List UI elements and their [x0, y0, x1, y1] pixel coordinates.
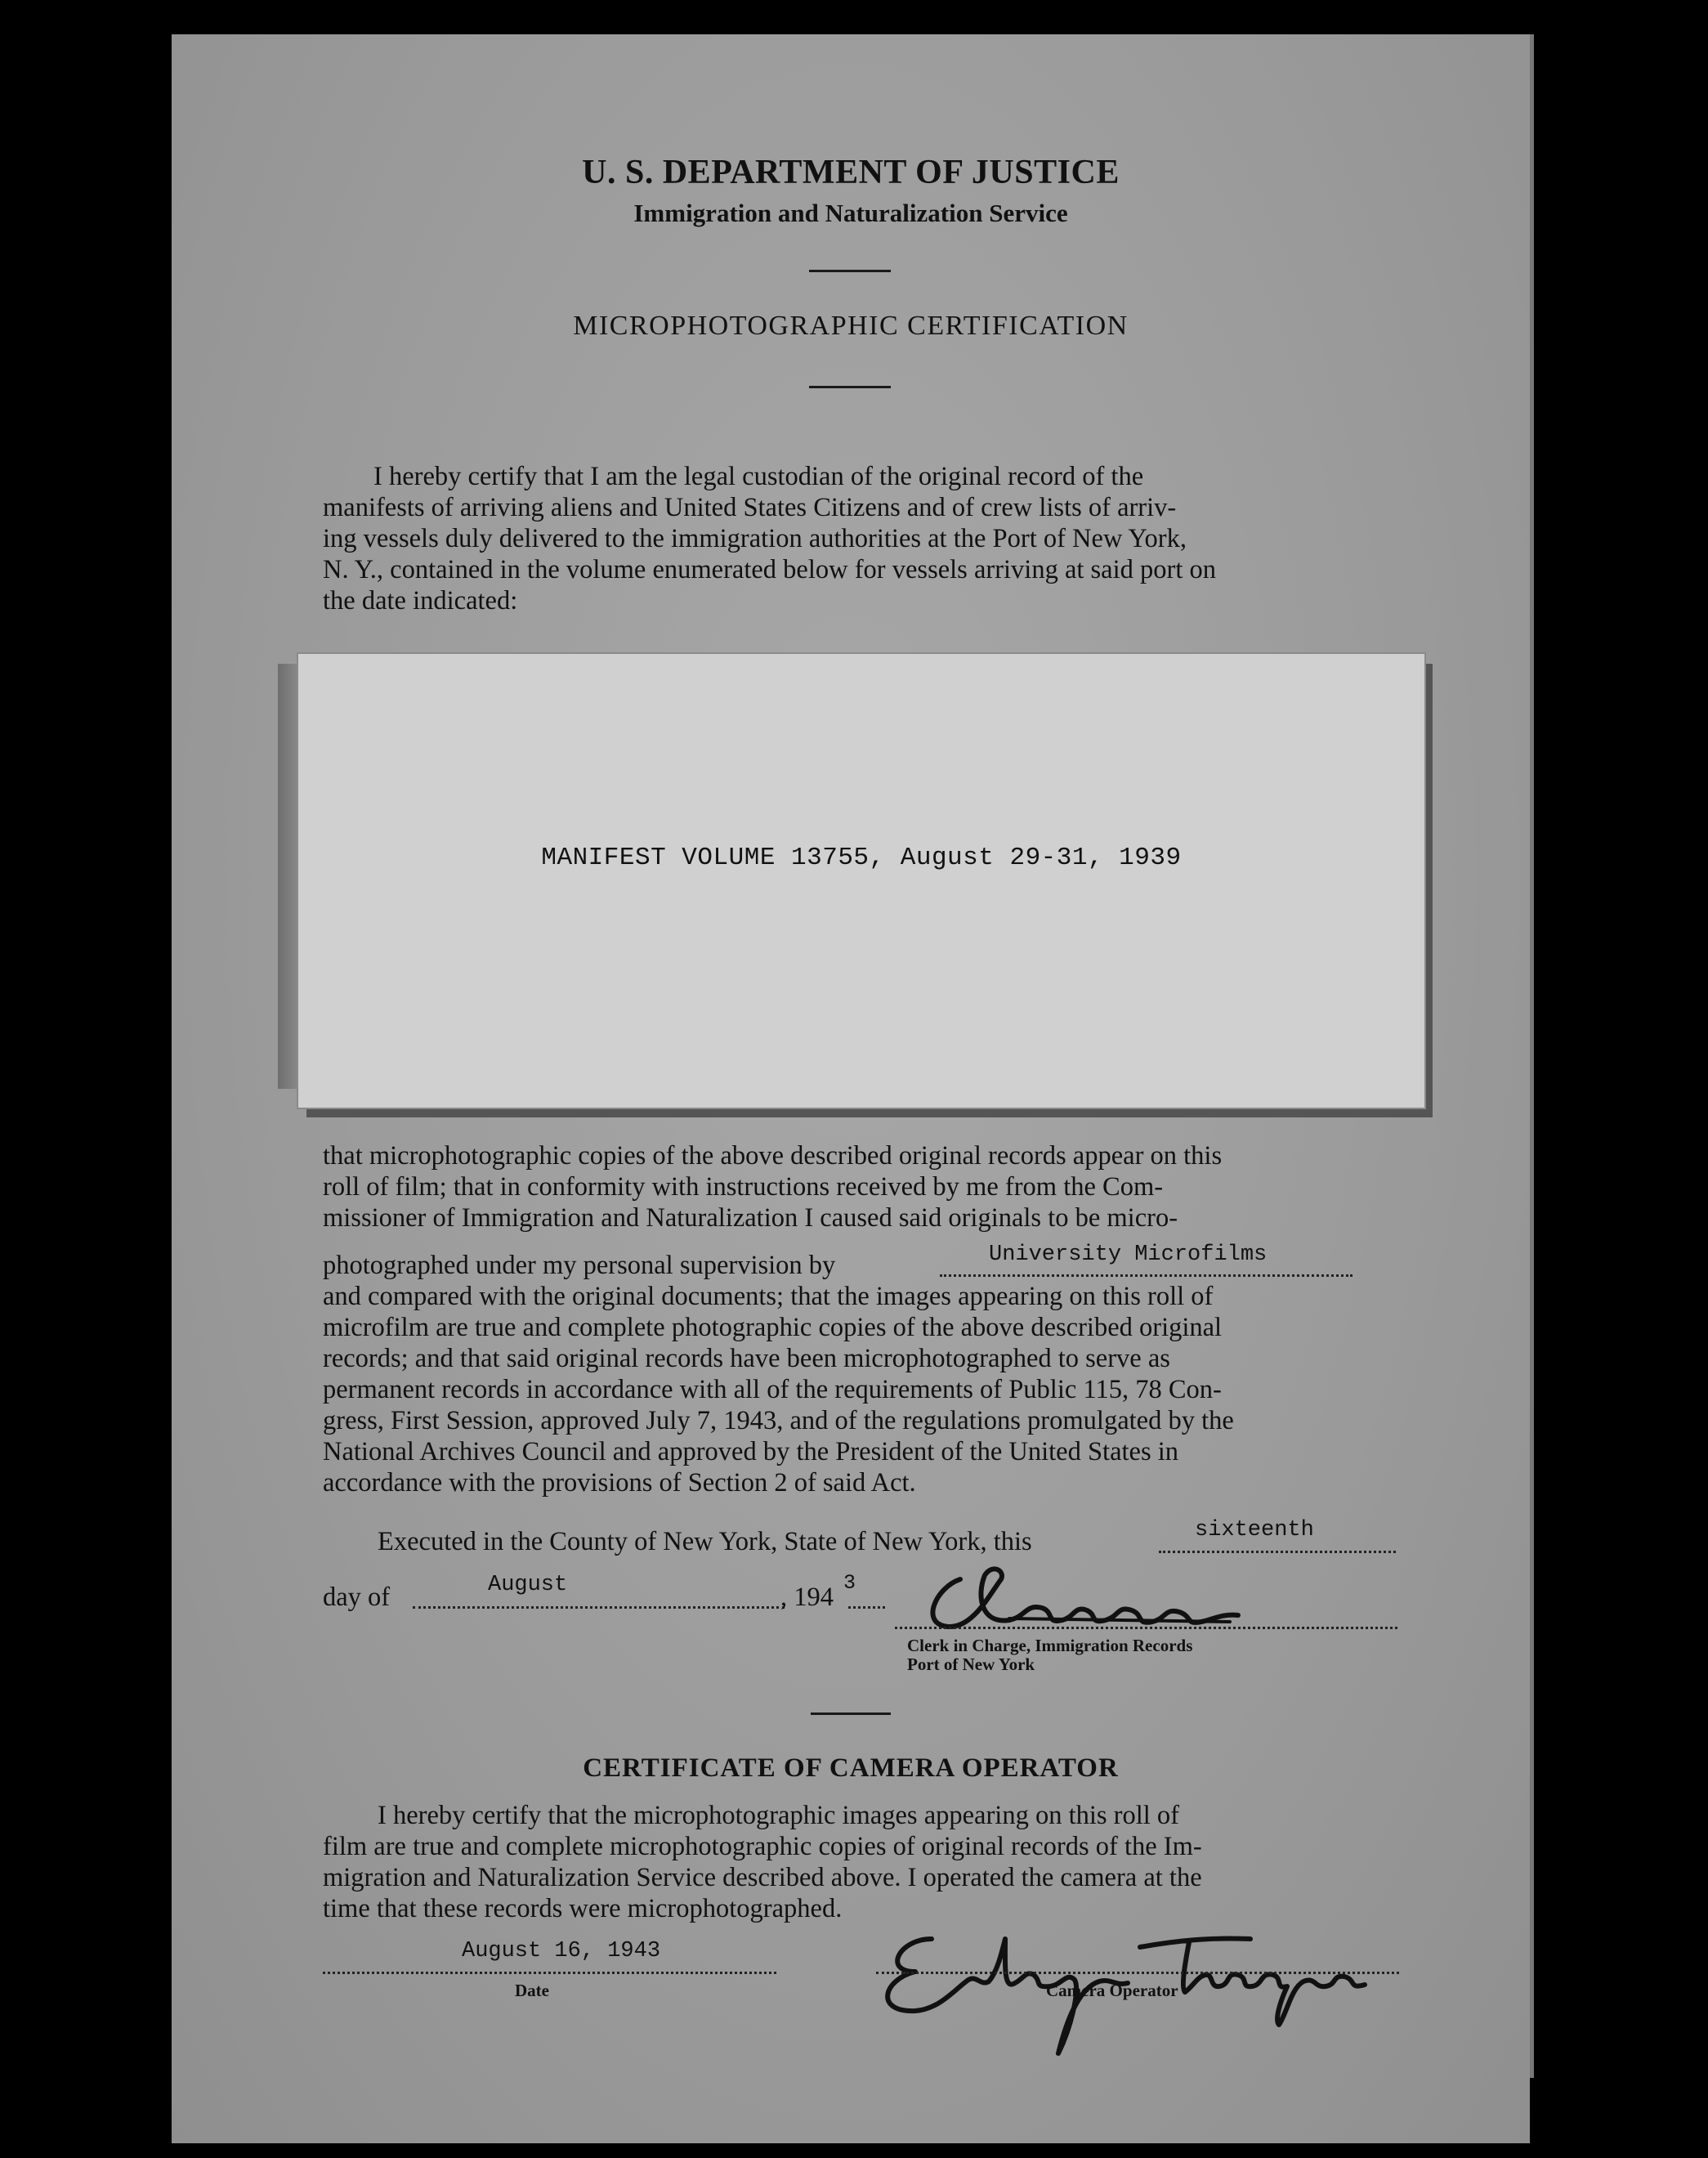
intro-line: the date indicated:: [323, 586, 518, 616]
camera-operator-label: Camera Operator: [1046, 1981, 1178, 2000]
camera-certificate-heading: CERTIFICATE OF CAMERA OPERATOR: [583, 1753, 1119, 1783]
camera-operator-line: [876, 1972, 1399, 1974]
divider: [809, 386, 891, 388]
day-of-label: day of: [323, 1583, 391, 1612]
body-line: missioner of Immigration and Naturalization I caused said originals to be micro-: [323, 1203, 1178, 1233]
intro-line: ing vessels duly delivered to the immigration authorities at the Port of New York,: [323, 524, 1187, 553]
month-value: August: [488, 1573, 568, 1597]
body-line: gress, First Session, approved July 7, 1943, and of the regulations promulgated by the: [323, 1406, 1234, 1435]
manifest-card: [298, 654, 1424, 1108]
camera-date-label: Date: [515, 1981, 549, 2000]
camera-line: film are true and complete microphotographic copies of original records of the Im-: [323, 1832, 1202, 1861]
execution-label: Executed in the County of New York, State of New York, this: [378, 1527, 1032, 1556]
department-heading: U. S. DEPARTMENT OF JUSTICE: [582, 154, 1120, 191]
body-line: roll of film; that in conformity with instructions received by me from the Com-: [323, 1172, 1164, 1202]
intro-line: N. Y., contained in the volume enumerated below for vessels arriving at said port on: [323, 555, 1216, 584]
camera-date-line: [323, 1972, 776, 1974]
body-line: records; and that said original records have been microphotographed to serve as: [323, 1344, 1170, 1373]
camera-operator-signature: [866, 1890, 1389, 2070]
year-digit: 3: [843, 1571, 856, 1595]
camera-line: migration and Naturalization Service described above. I operated the camera at the: [323, 1863, 1202, 1892]
camera-line: I hereby certify that the microphotographic images appearing on this roll of: [378, 1801, 1179, 1830]
intro-line: I hereby certify that I am the legal custodian of the original record of the: [373, 462, 1144, 491]
film-edge: [1530, 34, 1534, 2078]
camera-date-value: August 16, 1943: [462, 1939, 661, 1963]
clerk-title: Clerk in Charge, Immigration Records: [907, 1636, 1193, 1655]
body-line: permanent records in accordance with all of the requirements of Public 115, 78 Con-: [323, 1375, 1222, 1404]
certificate-page: [172, 34, 1530, 2143]
clerk-signature: [903, 1547, 1279, 1645]
body-line: accordance with the provisions of Section 2 of said Act.: [323, 1468, 916, 1498]
divider: [809, 270, 891, 272]
body-line: National Archives Council and approved by the President of the United States in: [323, 1437, 1178, 1466]
supervision-value: University Microfilms: [989, 1242, 1268, 1267]
supervision-label: photographed under my personal supervision by: [323, 1251, 836, 1280]
certification-title: MICROPHOTOGRAPHIC CERTIFICATION: [573, 311, 1129, 341]
camera-line: time that these records were microphotographed.: [323, 1894, 843, 1923]
body-line: microfilm are true and complete photographic copies of the above described original: [323, 1313, 1223, 1342]
body-line: and compared with the original documents; that the images appearing on this roll of: [323, 1282, 1214, 1311]
intro-line: manifests of arriving aliens and United States Citizens and of crew lists of arriv-: [323, 493, 1177, 522]
supervision-dotted-line: [940, 1274, 1353, 1277]
divider: [811, 1713, 891, 1715]
service-heading: Immigration and Naturalization Service: [633, 199, 1068, 227]
clerk-signature-line: [895, 1627, 1397, 1629]
day-value: sixteenth: [1195, 1518, 1314, 1542]
manifest-volume-text: MANIFEST VOLUME 13755, August 29-31, 1939: [541, 844, 1182, 872]
body-line: that microphotographic copies of the above described original records appear on this: [323, 1141, 1223, 1171]
clerk-port: Port of New York: [907, 1654, 1035, 1674]
card-shadow: [278, 664, 299, 1089]
month-dotted-line: [413, 1606, 785, 1609]
year-label: , 194: [780, 1583, 834, 1612]
year-dotted-line: [848, 1606, 885, 1609]
